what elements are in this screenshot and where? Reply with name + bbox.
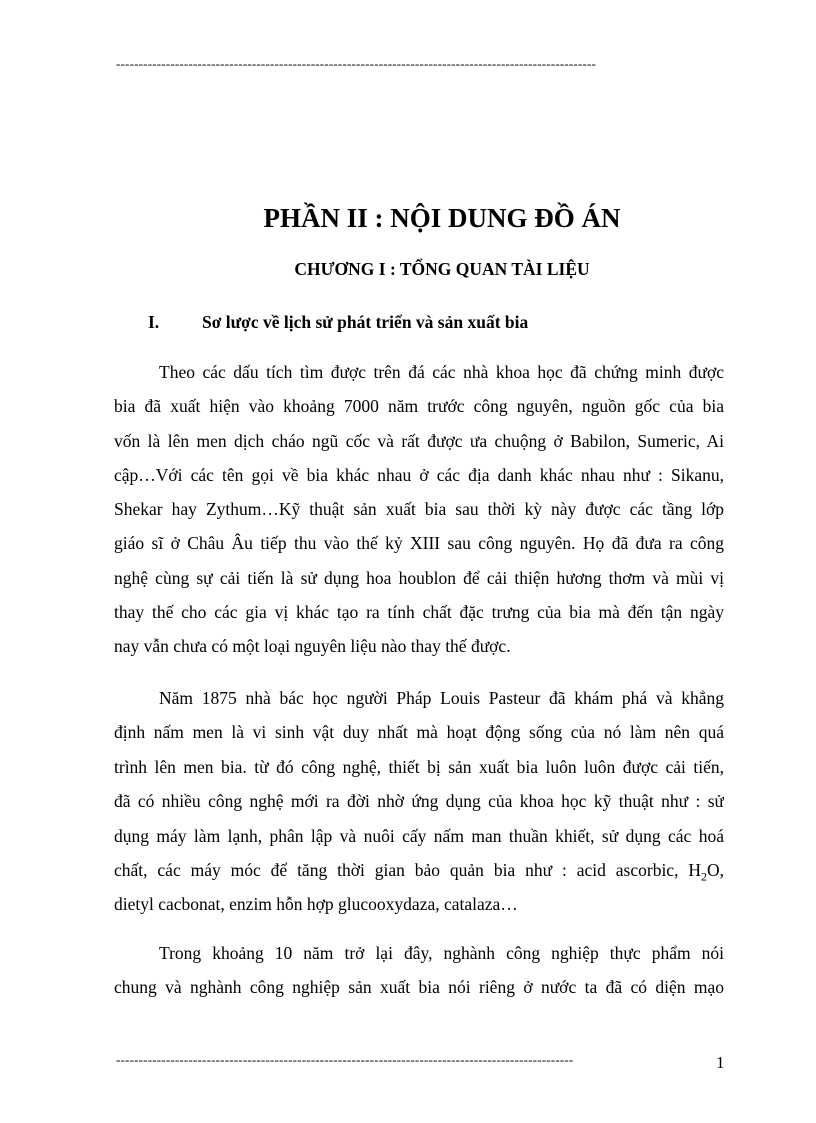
section-heading (148, 310, 528, 334)
paragraph-line: Năm 1875 nhà bác học người Pháp Louis Pasteur đã khám phá và khẳng (159, 688, 724, 708)
header-rule: ---------------------------------------------------------------------------------------------------------- (116, 56, 597, 71)
chem-subscript: 2 (700, 869, 707, 884)
paragraph-line: vốn là lên men dịch cháo ngũ cốc và rất được ưa chuộng ở Babilon, Sumeric, Ai (114, 430, 724, 451)
paragraph-line: nghệ cùng sự cải tiến là sử dụng hoa houblon để cải thiện hương thơm và mùi vị (114, 567, 724, 588)
paragraph-line: định nấm men là vi sinh vật duy nhất mà hoạt động sống của nó làm nên quá (114, 722, 724, 743)
paragraph-line: cập…Với các tên gọi về bia khác nhau ở các địa danh khác nhau như : Sikanu, (114, 464, 724, 485)
paragraph-2 (114, 681, 724, 922)
paragraph-line: bia đã xuất hiện vào khoảng 7000 năm trước công nguyên, nguồn gốc của bia (114, 396, 724, 417)
chem-text-before: chất, các máy móc để tăng thời gian bảo quản bia như : acid ascorbic, H (114, 860, 701, 881)
footer-rule: ----------------------------------------------------------------------------------------------------- (116, 1052, 574, 1067)
paragraph-line: Trong khoảng 10 năm trở lại đây, nghành công nghiệp thực phẩm nói (159, 943, 724, 963)
chapter-title: CHƯƠNG I : TỔNG QUAN TÀI LIỆU (294, 259, 590, 279)
paragraph-line: trình lên men bia. từ đó công nghệ, thiết bị sản xuất bia luôn luôn được cải tiến, (114, 756, 724, 777)
paragraph-line: nay vẫn chưa có một loại nguyên liệu nào thay thế được. (114, 636, 511, 657)
paragraph-line: Shekar hay Zythum…Kỹ thuật sản xuất bia sau thời kỳ này được các tầng lớp (114, 499, 724, 520)
paragraph-line-chemical (114, 853, 724, 887)
paragraph-line: chung và nghành công nghiệp sản xuất bia nói riêng ở nước ta đã có diện mạo (114, 977, 724, 997)
paragraph-line: dụng máy làm lạnh, phân lập và nuôi cấy nấm man thuần khiết, sử dụng các hoá (114, 825, 724, 846)
paragraph-line: đã có nhiều công nghệ mới ra đời nhờ ứng dụng của khoa học kỹ thuật như : sử (114, 791, 724, 812)
paragraph-line: thay thế cho các gia vị khác tạo ra tính chất đặc trưng của bia mà đến tận ngày (114, 602, 724, 623)
part-title: PHẦN II : NỘI DUNG ĐỒ ÁN (263, 203, 621, 233)
paragraph-line: Theo các dấu tích tìm được trên đá các nhà khoa học đã chứng minh được (159, 362, 724, 382)
paragraph-line: giáo sĩ ở Châu Âu tiếp thu vào thế kỷ XIII sau công nguyên. Họ đã đưa ra công (114, 533, 724, 554)
section-title: Sơ lược về lịch sử phát triển và sản xuất bia (202, 312, 529, 332)
page-number: 1 (716, 1053, 725, 1072)
chem-text-after: O, (706, 860, 724, 881)
paragraph-1 (114, 355, 724, 664)
paragraph-line: dietyl cacbonat, enzim hỗn hợp glucooxydaza, catalaza… (114, 894, 518, 915)
paragraph-3 (114, 936, 724, 1004)
section-number: I. (148, 312, 160, 332)
